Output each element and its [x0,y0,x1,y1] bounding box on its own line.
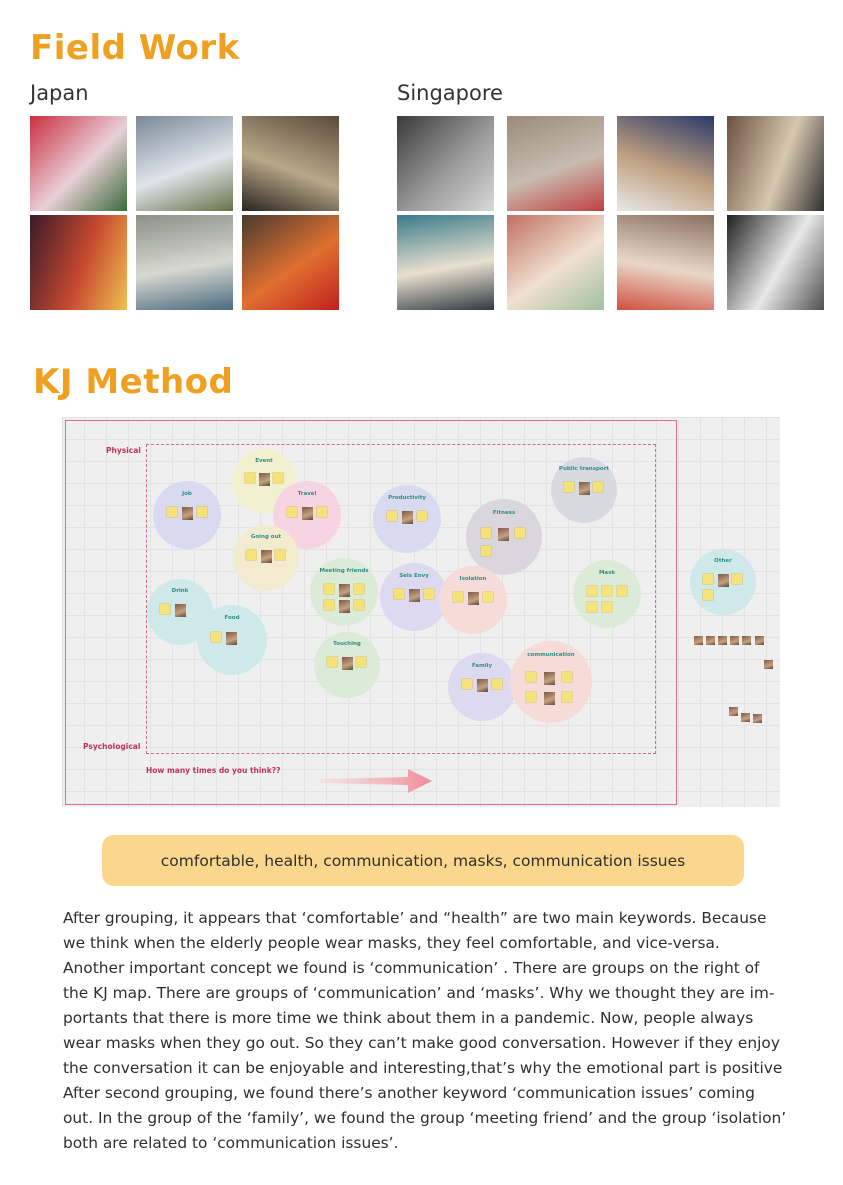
sticky-note [481,528,491,538]
sticky-note [387,511,397,521]
paragraph-line: the conversation it can be enjoyable and interesting,that’s why the emotional part is positive [63,1059,783,1077]
kj-photo-thumb [498,528,509,541]
sticky-note [732,574,742,584]
kj-photo-thumb [742,636,751,645]
sticky-note [424,589,434,599]
japan-photo [30,116,127,211]
kj-cluster [573,560,641,628]
paragraph-line: After grouping, it appears that ‘comfortable’ and “health” are two main keywords. Because [63,909,767,927]
japan-photo [242,215,339,310]
kj-photo-thumb [755,636,764,645]
question-label: How many times do you think?? [146,766,281,775]
paragraph-line: out. In the group of the ‘family’, we found the group ‘meeting friend’ and the group ‘isolation’ [63,1109,787,1127]
sticky-note [703,590,713,600]
sticky-note [587,602,597,612]
kj-cluster-label: Mask [598,569,616,576]
sticky-note [483,592,493,602]
kj-cluster [448,653,516,721]
sticky-note [211,632,221,642]
sticky-note [562,692,572,702]
paragraph-line: both are related to ‘communication issues’. [63,1134,399,1152]
sticky-note [587,586,597,596]
sticky-note [356,657,366,667]
kj-cluster-label: Public transport [558,466,610,473]
kj-photo-thumb [402,511,413,524]
japan-photo [136,215,233,310]
paragraph-line: wear masks when they go out. So they can’t make good conversation. However if they enjoy [63,1034,780,1052]
kj-photo-thumb [342,657,353,670]
kj-photo-thumb [339,600,350,613]
sticky-note [354,600,364,610]
sticky-note [564,482,574,492]
kj-photo-thumb [468,592,479,605]
sticky-note [324,584,334,594]
sticky-note [526,672,536,682]
analysis-paragraph [63,906,787,1156]
kj-cluster [439,566,507,634]
kj-photo-thumb [409,589,420,602]
kj-photo-thumb [302,507,313,520]
sticky-note [526,692,536,702]
sticky-note [602,586,612,596]
kj-photo-thumb [226,632,237,645]
kj-photo-thumb [182,507,193,520]
sticky-note [462,679,472,689]
section-title-kj: KJ Method [33,362,234,402]
singapore-label: Singapore [397,81,503,105]
kj-photo-thumb [477,679,488,692]
kj-cluster-label: Event [255,457,273,464]
sticky-note [417,511,427,521]
singapore-photo [507,116,604,211]
kj-cluster-label: Going out [250,534,282,541]
kj-cluster [690,549,756,615]
sticky-note [287,507,297,517]
sticky-note [354,584,364,594]
sticky-note [324,600,334,610]
sticky-note [273,473,283,483]
kj-photo-thumb [706,636,715,645]
kj-cluster-label: communication [527,652,575,659]
paragraph-line: Another important concept we found is ‘communication’ . There are groups on the right of [63,959,760,977]
kj-photo-thumb [261,550,272,563]
sticky-note [562,672,572,682]
kj-photo-thumb [753,714,762,723]
kj-cluster [153,481,221,549]
japan-photo [30,215,127,310]
kj-photo-thumb [730,636,739,645]
kj-cluster [197,605,267,675]
sticky-note [317,507,327,517]
kj-cluster [466,499,542,575]
singapore-photo-grid [397,116,824,310]
kj-cluster-label: Drink [171,588,189,595]
kj-photo-thumb [694,636,703,645]
kj-cluster-label: Travel [297,490,317,497]
kj-photo-thumb [339,584,350,597]
keywords-banner: comfortable, health, communication, masks, communication issues [102,835,744,886]
kj-photo-thumb [764,660,773,669]
kj-board [62,417,780,807]
kj-photo-thumb [729,707,738,716]
sticky-note [492,679,502,689]
kj-photo-thumb [544,672,555,685]
kj-photo-thumb [741,713,750,722]
kj-cluster [314,632,380,698]
kj-photo-thumb [718,574,729,587]
kj-photo-thumb [175,604,186,617]
kj-cluster-label: Isolation [459,575,487,582]
kj-photo-thumb [718,636,727,645]
singapore-photo [617,215,714,310]
sticky-note [703,574,713,584]
japan-photo-grid [30,116,339,310]
kj-cluster [510,641,592,723]
kj-cluster-label: Sels Envy [399,572,429,579]
singapore-photo [727,116,824,211]
paragraph-line: After second grouping, we found there’s another keyword ‘communication issues’ coming [63,1084,755,1102]
sticky-note [394,589,404,599]
kj-cluster [373,485,441,553]
sticky-note [246,550,256,560]
sticky-note [245,473,255,483]
kj-cluster-label: Touching [333,641,361,648]
sticky-note [275,550,285,560]
axis-bottom-label: Psychological [83,742,141,751]
japan-photo [136,116,233,211]
kj-photo-thumb [544,692,555,705]
kj-photo-thumb [579,482,590,495]
paragraph-line: portants that there is more time we think about them in a pandemic. Now, people always [63,1009,754,1027]
singapore-photo [727,215,824,310]
kj-cluster [233,525,299,591]
kj-cluster-label: Fitness [492,509,516,516]
kj-photo-thumb [259,473,270,486]
arrow-right-icon [320,769,432,793]
kj-cluster-label: Job [182,490,192,497]
sticky-note [327,657,337,667]
sticky-note [453,592,463,602]
singapore-photo [397,116,494,211]
kj-cluster-label: Food [224,614,240,621]
singapore-photo [397,215,494,310]
kj-cluster-label: Other [714,558,732,565]
kj-cluster [310,558,378,626]
kj-cluster [551,457,617,523]
kj-cluster-label: Meeting friends [319,567,369,574]
singapore-photo [507,215,604,310]
sticky-note [160,604,170,614]
paragraph-line: the KJ map. There are groups of ‘communication’ and ‘masks’. Why we thought they are im- [63,984,775,1002]
kj-cluster-label: Productivity [388,494,426,501]
paragraph-line: we think when the elderly people wear masks, they feel comfortable, and vice-versa. [63,934,720,952]
sticky-note [617,586,627,596]
kj-cluster-label: Family [471,662,493,669]
sticky-note [481,546,491,556]
sticky-note [515,528,525,538]
sticky-note [593,482,603,492]
axis-top-label: Physical [106,446,141,455]
japan-photo [242,116,339,211]
sticky-note [197,507,207,517]
singapore-photo [617,116,714,211]
sticky-note [167,507,177,517]
sticky-note [602,602,612,612]
japan-label: Japan [30,81,89,105]
section-title-fieldwork: Field Work [30,28,240,68]
kj-cluster [380,563,448,631]
